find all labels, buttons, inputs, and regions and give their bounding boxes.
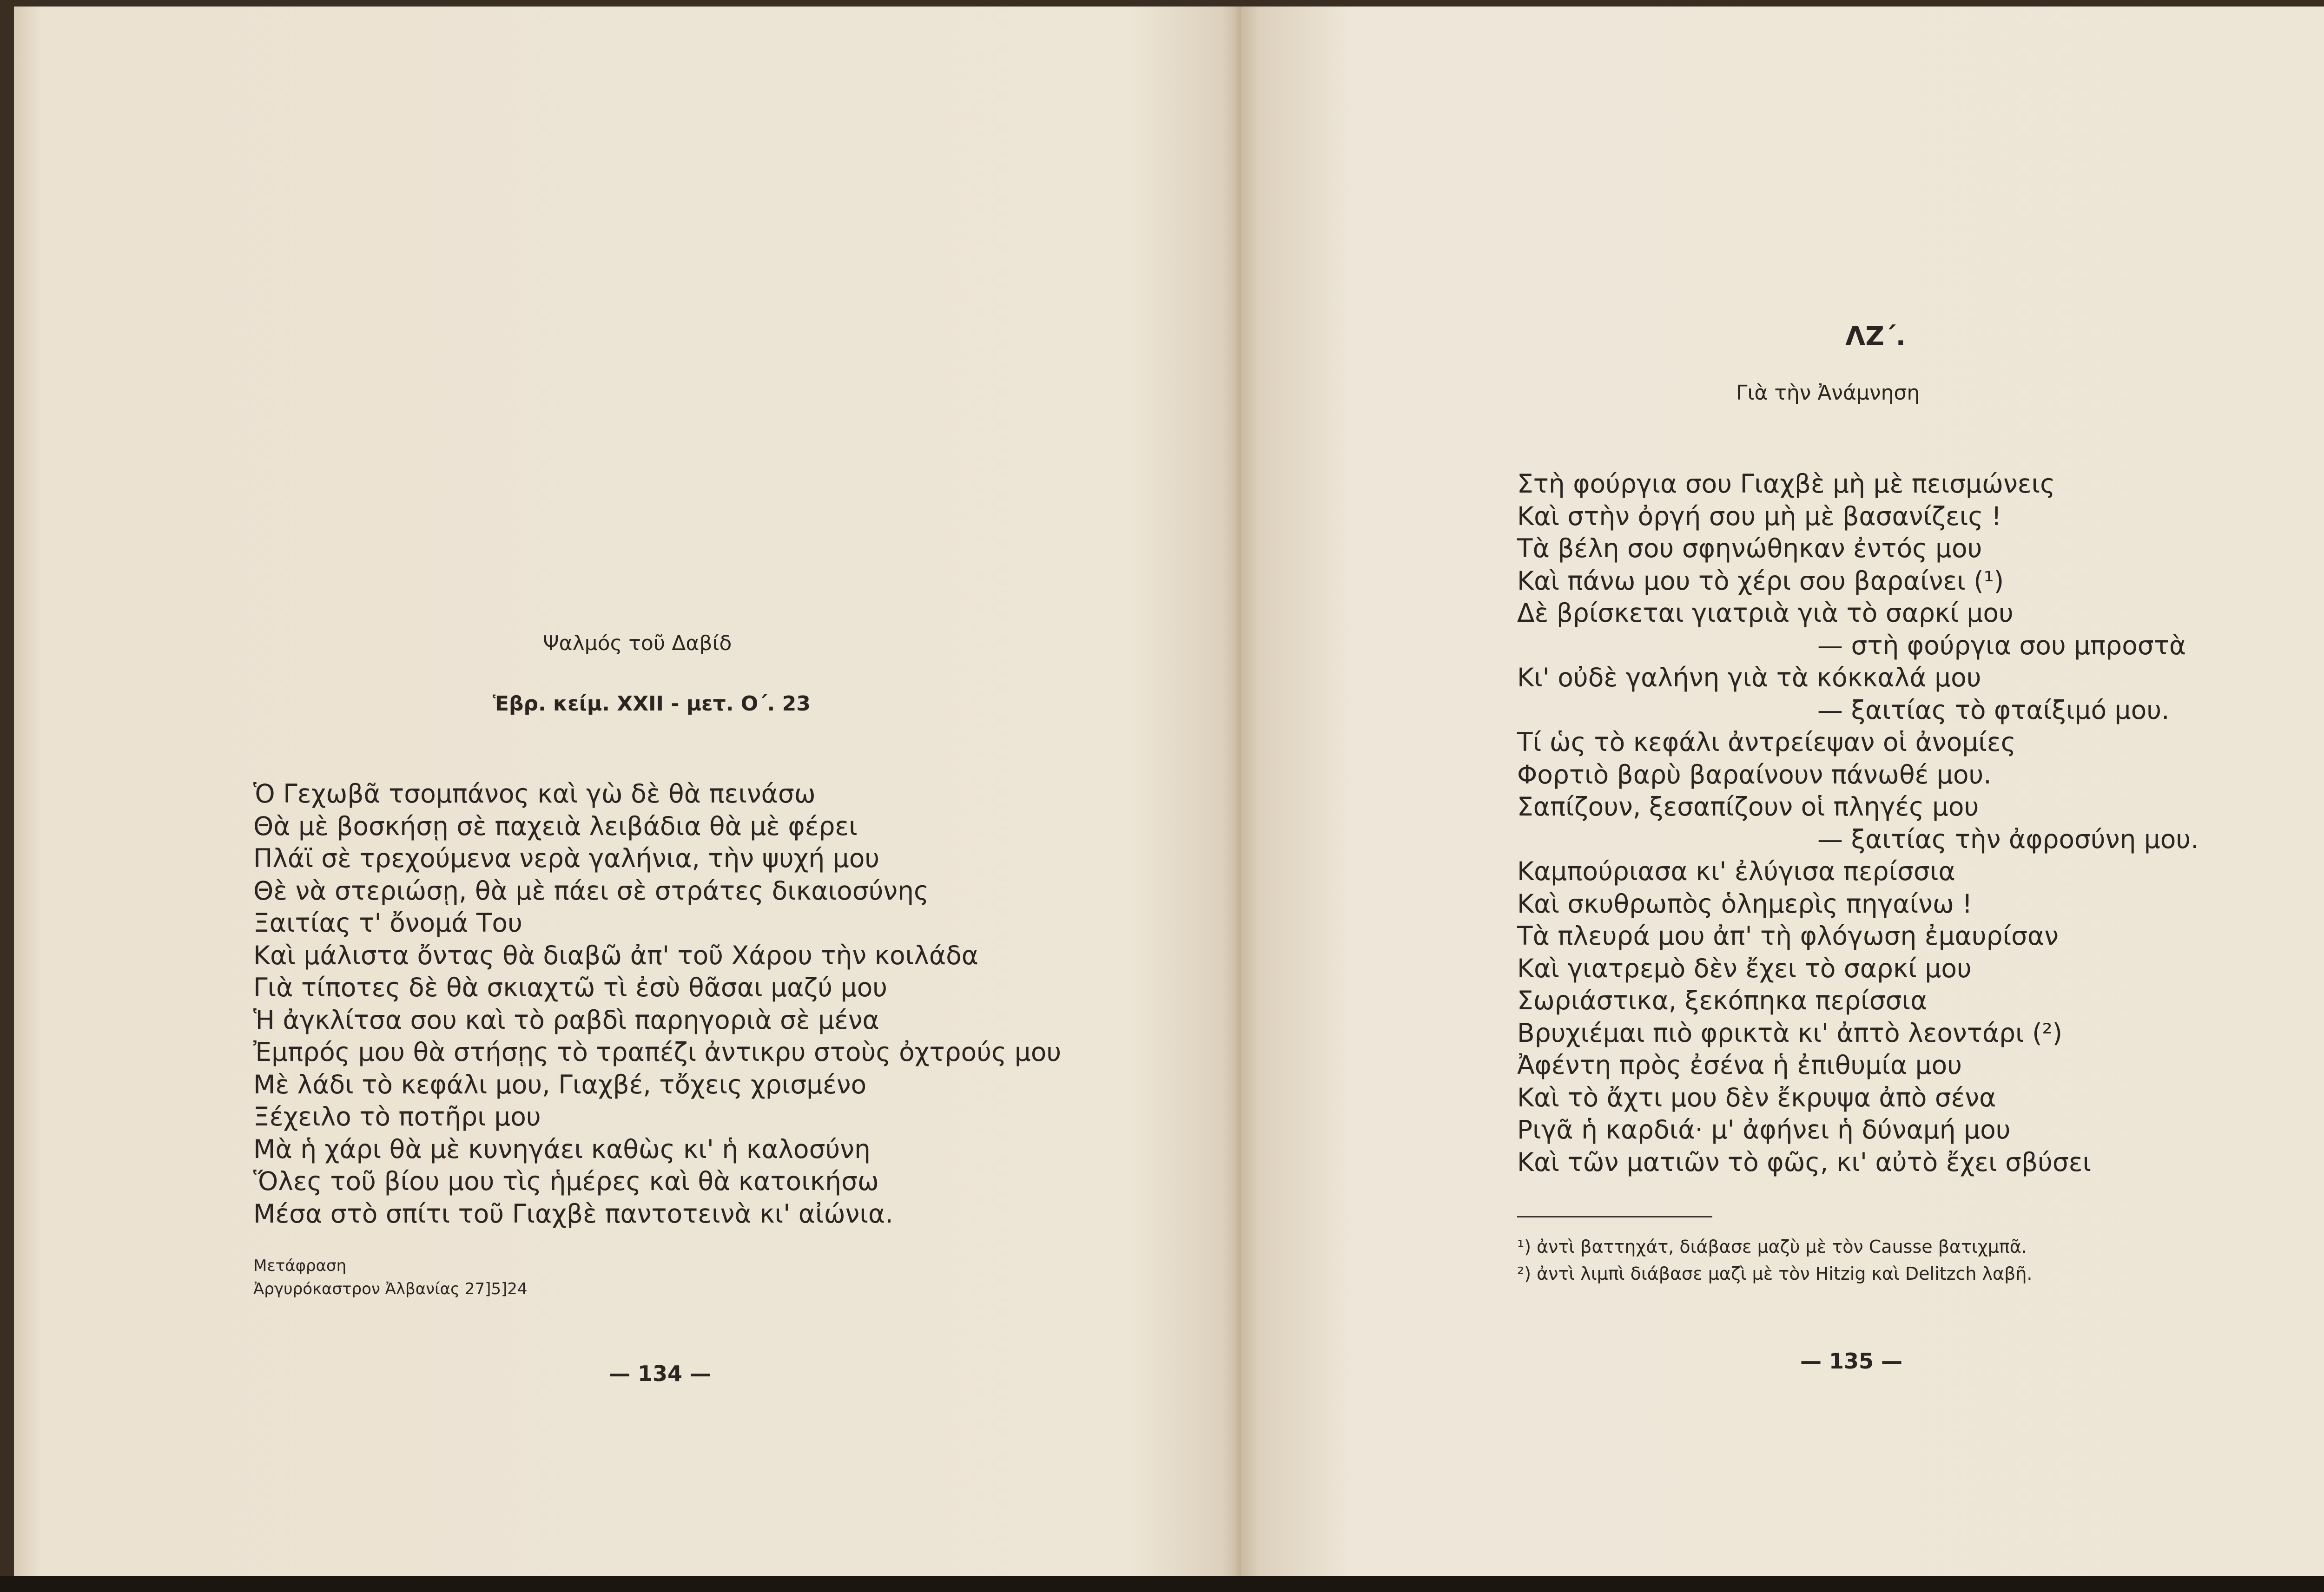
footnote: ¹) ἀντὶ βαττηχάτ, διάβασε μαζὺ μὲ τὸν Causse βατιχμπᾶ. — [1517, 1237, 2027, 1257]
poem-line: Καὶ τῶν ματιῶν τὸ φῶς, κι' αὐτὸ ἔχει σβύσει — [1517, 1147, 2092, 1177]
poem-line: Καὶ σκυθρωπὸς ὁλημερὶς πηγαίνω ! — [1517, 888, 1973, 919]
poem-line: Κι' οὐδὲ γαλήνη γιὰ τὰ κόκκαλά μου — [1517, 663, 1981, 692]
poem-line: Φορτιὸ βαρὺ βαραίνουν πάνωθέ μου. — [1517, 759, 1992, 789]
poem-line: Τί ὡς τὸ κεφάλι ἀντρείεψαν οἱ ἀνομίες — [1517, 727, 2016, 757]
poem-line: Ἐμπρός μου θὰ στήσῃς τὸ τραπέζι ἀντικρυ στοὺς ὀχτρούς μου — [253, 1037, 1062, 1067]
poem-line: Τὰ πλευρά μου ἀπ' τὴ φλόγωση ἐμαυρίσαν — [1517, 921, 2059, 951]
poem-subtitle: Γιὰ τὴν Ἀνάμνηση — [1736, 381, 1920, 405]
left-page — [14, 7, 1241, 1576]
poem-line: Στὴ φούργια σου Γιαχβὲ μὴ μὲ πεισμώνεις — [1517, 469, 2055, 499]
poem-line: Θὲ νὰ στεριώσῃ, θὰ μὲ πάει σὲ στράτες δικαιοσύνης — [253, 875, 929, 906]
poem-line: Καὶ πάνω μου τὸ χέρι σου βαραίνει (¹) — [1517, 566, 2004, 596]
book-edge-bottom — [0, 1576, 2324, 1592]
poem-line: Ὁ Γεχωβᾶ τσομπάνος καὶ γὼ δὲ θὰ πεινάσω — [253, 779, 816, 809]
poem-line: Τὰ βέλη σου σφηνώθηκαν ἐντός μου — [1517, 533, 1982, 563]
poem-line: Καμπούριασα κι' ἐλύγισα περίσσια — [1517, 856, 1955, 886]
scripture-reference: Ἑβρ. κείμ. XXII - μετ. Ο΄. 23 — [493, 692, 811, 716]
poem-line-indented: — ξαιτίας τὴν ἀφροσύνη μου. — [1817, 824, 2199, 854]
translation-place: Ἀργυρόκαστρον Ἀλβανίας 27]5]24 — [253, 1280, 528, 1298]
translation-label: Μετάφραση — [253, 1256, 347, 1275]
poem-line-indented: — στὴ φούργια σου μπροστὰ — [1817, 630, 2186, 660]
poem-line: Δὲ βρίσκεται γιατριὰ γιὰ τὸ σαρκί μου — [1517, 598, 2014, 628]
poem-line: Καὶ γιατρεμὸ δὲν ἔχει τὸ σαρκί μου — [1517, 953, 1972, 983]
psalm-heading: Ψαλμός τοῦ Δαβίδ — [543, 632, 732, 655]
footnote-rule — [1517, 1216, 1712, 1217]
footnote: ²) ἀντὶ λιμπὶ διάβασε μαζὶ μὲ τὸν Hitzig καὶ Delitzch λαβῆ. — [1517, 1263, 2033, 1284]
poem-line: Γιὰ τίποτες δὲ θὰ σκιαχτῶ τὶ ἐσὺ θᾶσαι μαζύ μου — [253, 973, 888, 1002]
poem-line: Σαπίζουν, ξεσαπίζουν οἱ πληγές μου — [1517, 792, 1979, 822]
poem-line: Μέσα στὸ σπίτι τοῦ Γιαχβὲ παντοτεινὰ κι' αἰώνια. — [253, 1198, 893, 1229]
poem-line: Ξαιτίας τ' ὄνομά Του — [253, 908, 522, 938]
poem-line: Καὶ στὴν ὀργή σου μὴ μὲ βασανίζεις ! — [1517, 501, 2002, 531]
page-number-left: — 134 — — [609, 1361, 712, 1386]
poem-line: Βρυχιέμαι πιὸ φρικτὰ κι' ἀπτὸ λεοντάρι (²) — [1517, 1018, 2063, 1048]
chapter-number: ΛΖ΄. — [1845, 322, 1906, 352]
poem-line: Σωριάστικα, ξεκόπηκα περίσσια — [1517, 986, 1928, 1015]
right-page — [1241, 7, 2324, 1576]
poem-line: Πλάϊ σὲ τρεχούμενα νερὰ γαλήνια, τὴν ψυχή μου — [253, 843, 880, 873]
poem-line: Ξέχειλο τὸ ποτῆρι μου — [253, 1102, 541, 1132]
poem-line: Μὲ λάδι τὸ κεφάλι μου, Γιαχβέ, τὄχεις χρισμένο — [253, 1069, 867, 1099]
poem-line: Καὶ μάλιστα ὄντας θὰ διαβῶ ἀπ' τοῦ Χάρου τὴν κοιλάδα — [253, 940, 978, 970]
page-number-right: — 135 — — [1800, 1349, 1903, 1374]
poem-line: Ἡ ἀγκλίτσα σου καὶ τὸ ραβδὶ παρηγοριὰ σὲ μένα — [253, 1005, 879, 1035]
open-book — [14, 7, 2324, 1576]
poem-line-indented: — ξαιτίας τὸ φταίξιμό μου. — [1817, 695, 2170, 725]
poem-line: Καὶ τὸ ἄχτι μου δὲν ἔκρυψα ἀπὸ σένα — [1517, 1082, 1996, 1112]
poem-line: Θὰ μὲ βοσκήσῃ σὲ παχειὰ λειβάδια θὰ μὲ φέρει — [253, 811, 858, 841]
poem-line: Ἀφέντη πρὸς ἐσένα ἡ ἐπιθυμία μου — [1517, 1050, 1962, 1080]
poem-line: Μὰ ἡ χάρι θὰ μὲ κυνηγάει καθὼς κι' ἡ καλοσύνη — [253, 1134, 871, 1164]
poem-line: Ὅλες τοῦ βίου μου τὶς ἡμέρες καὶ θὰ κατοικήσω — [253, 1166, 879, 1196]
poem-line: Ριγᾶ ἡ καρδιά· μ' ἀφήνει ἡ δύναμή μου — [1517, 1115, 2011, 1145]
